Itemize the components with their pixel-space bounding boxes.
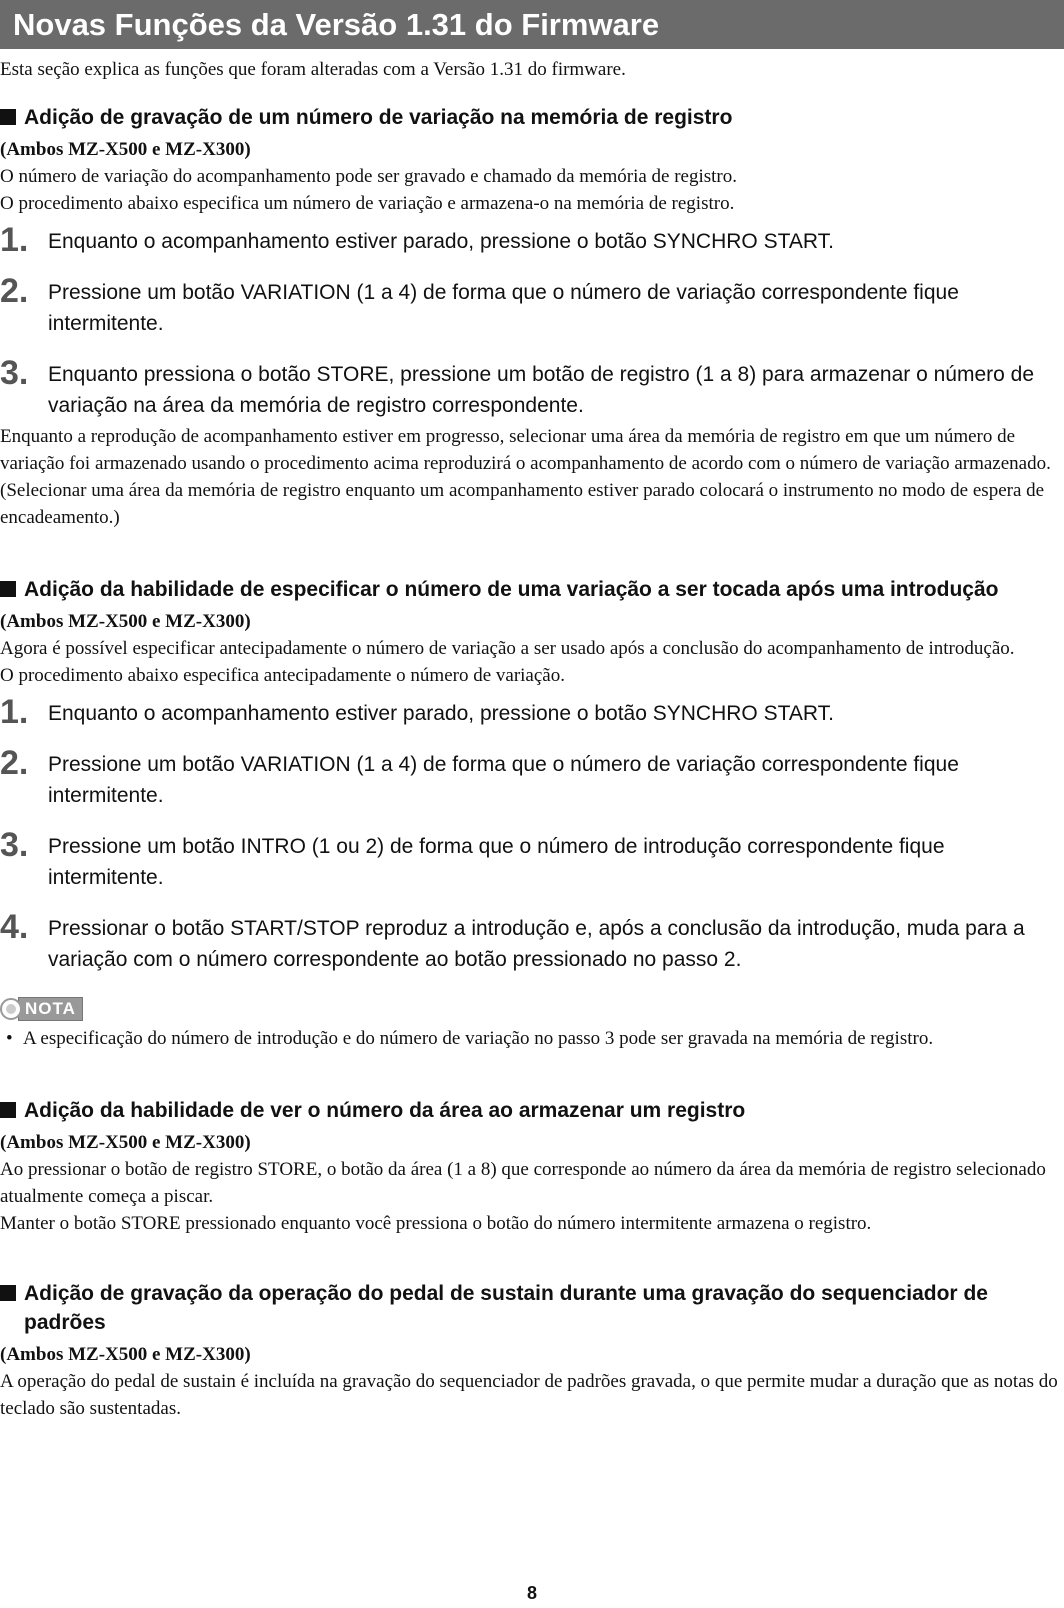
intro-text: Esta seção explica as funções que foram alteradas com a Versão 1.31 do firmware.: [0, 59, 626, 80]
document-body: [0, 49, 1058, 1422]
step-text: Pressione um botão VARIATION (1 a 4) de forma que o número de variação correspondente fique intermitente.: [48, 753, 959, 807]
note-icon: [0, 998, 22, 1020]
paragraph: Manter o botão STORE pressionado enquanto você pressiona o botão do número intermitente armazena o registro.: [0, 1213, 872, 1234]
paragraph: A operação do pedal de sustain é incluída na gravação do sequenciador de padrões gravada, o que permite mudar a duração que as notas do teclado são sustentadas.: [0, 1371, 1058, 1419]
step-number: 2.: [0, 744, 29, 782]
square-bullet-icon: [0, 581, 16, 597]
note-item: [0, 1025, 1058, 1052]
step-number: 2.: [0, 272, 29, 310]
step-text: Pressione um botão VARIATION (1 a 4) de forma que o número de variação correspondente fique intermitente.: [48, 281, 959, 335]
page-number: 8: [526, 1583, 537, 1603]
step-number: 3.: [0, 826, 29, 864]
note-label-text: NOTA: [18, 997, 83, 1021]
paragraph: Enquanto a reprodução de acompanhamento estiver em progresso, selecionar uma área da memória de registro em que um número de variação foi armazenado usando o procedimento acima reproduzirá o acompanhamento de acordo com o número de variação armazenado. (Selecionar uma área da memória de registro enquanto um acompanhamento estiver parado colocará o instrumento no modo de espera de encadeamento.): [0, 426, 1051, 528]
paragraph: O procedimento abaixo especifica um número de variação e armazena-o na memória de registro.: [0, 193, 735, 214]
section-heading: [0, 1096, 1058, 1125]
step-item: [0, 272, 1058, 339]
page-title-bar: [0, 0, 1064, 49]
paragraph: Agora é possível especificar antecipadamente o número de variação a ser usado após a conclusão do acompanhamento de introdução.: [0, 638, 1015, 659]
section-heading-text: Adição da habilidade de especificar o número de uma variação a ser tocada após uma introdução: [24, 578, 999, 601]
step-list: [0, 693, 1058, 975]
step-item: [0, 693, 1058, 731]
step-item: [0, 354, 1058, 421]
section-heading: [0, 575, 1058, 604]
note-block: [0, 995, 1058, 1052]
note-text: A especificação do número de introdução e do número de variação no passo 3 pode ser gravada na memória de registro.: [23, 1028, 934, 1049]
section-4: [0, 1279, 1058, 1422]
step-number: 4.: [0, 908, 29, 946]
step-number: 1.: [0, 693, 29, 731]
section-heading-text: Adição de gravação da operação do pedal de sustain durante uma gravação do sequenciador de padrões: [24, 1282, 988, 1334]
square-bullet-icon: [0, 1285, 16, 1301]
section-heading-text: Adição de gravação de um número de variação na memória de registro: [24, 106, 733, 129]
step-number: 3.: [0, 354, 29, 392]
step-item: [0, 221, 1058, 259]
section-heading: [0, 103, 1058, 132]
step-list: [0, 221, 1058, 421]
bullet-icon: •: [6, 1028, 13, 1049]
step-item: [0, 826, 1058, 893]
step-number: 1.: [0, 221, 29, 259]
page-title: Novas Funções da Versão 1.31 do Firmware: [13, 7, 660, 42]
step-text: Pressionar o botão START/STOP reproduz a introdução e, após a conclusão da introdução, muda para a variação com o número correspondente ao botão pressionado no passo 2.: [48, 917, 1025, 971]
section-1: [0, 103, 1058, 531]
models-label: (Ambos MZ-X500 e MZ-X300): [0, 139, 251, 160]
section-2: [0, 575, 1058, 1052]
step-item: [0, 744, 1058, 811]
section-3: [0, 1096, 1058, 1237]
square-bullet-icon: [0, 1102, 16, 1118]
note-label: [0, 995, 83, 1023]
square-bullet-icon: [0, 109, 16, 125]
paragraph: O número de variação do acompanhamento pode ser gravado e chamado da memória de registro.: [0, 166, 738, 187]
models-label: (Ambos MZ-X500 e MZ-X300): [0, 1132, 251, 1153]
paragraph: Ao pressionar o botão de registro STORE, o botão da área (1 a 8) que corresponde ao número da área da memória de registro selecionado atualmente começa a piscar.: [0, 1159, 1046, 1207]
step-text: Enquanto pressiona o botão STORE, pressione um botão de registro (1 a 8) para armazenar o número de variação na área da memória de registro correspondente.: [48, 363, 1035, 417]
step-text: Enquanto o acompanhamento estiver parado, pressione o botão SYNCHRO START.: [48, 230, 834, 253]
step-text: Pressione um botão INTRO (1 ou 2) de forma que o número de introdução correspondente fique intermitente.: [48, 835, 945, 889]
paragraph: O procedimento abaixo especifica antecipadamente o número de variação.: [0, 665, 565, 686]
section-heading-text: Adição da habilidade de ver o número da área ao armazenar um registro: [24, 1099, 746, 1122]
section-heading: [0, 1279, 1058, 1337]
models-label: (Ambos MZ-X500 e MZ-X300): [0, 1344, 251, 1365]
models-label: (Ambos MZ-X500 e MZ-X300): [0, 611, 251, 632]
step-item: [0, 908, 1058, 975]
step-text: Enquanto o acompanhamento estiver parado, pressione o botão SYNCHRO START.: [48, 702, 834, 725]
